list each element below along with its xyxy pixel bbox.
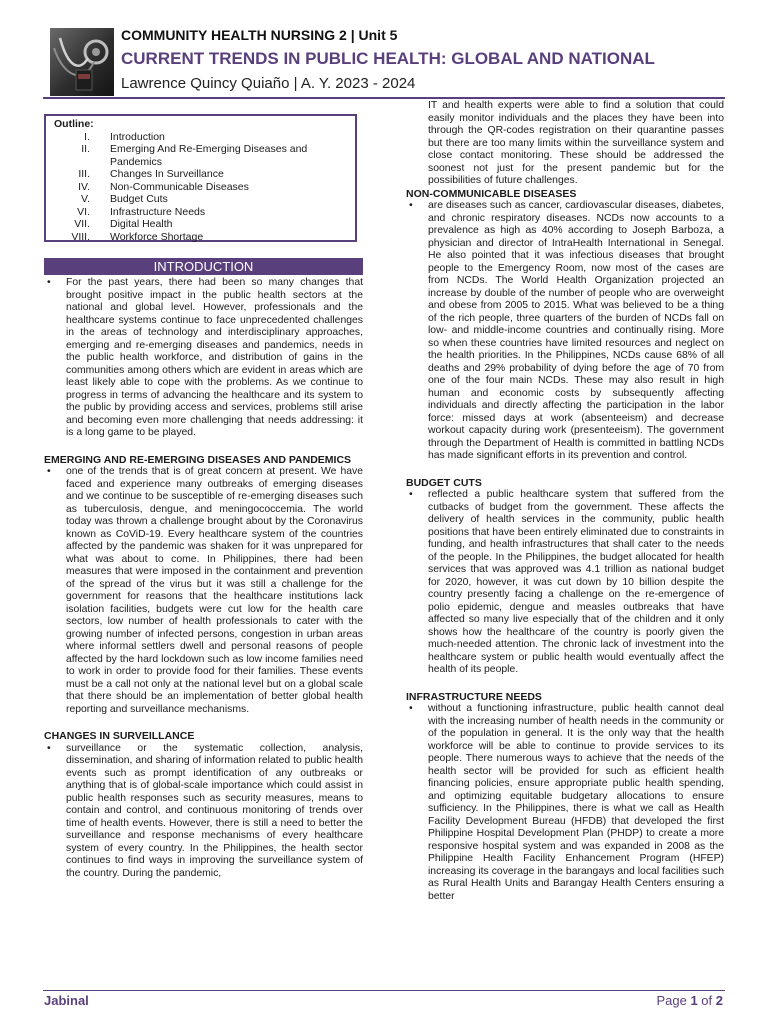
introduction-paragraph: • For the past years, there had been so many changes that brought positive impact in the public health sectors at the national and global level. However, professionals and the healthcare systems continue to face unprecedented challenges in the areas of technology and interdisciplinary approaches, emerging and re-emerging diseases and pandemics, needs in the public health workforce, and distribution of gains in the communities among others which are evident in areas which are least likely able to cope with the problems. As we continue to progress in terms of advancing the healthcare and its system to the public by providing access and services, problems still arise and becoming even more challenging that needs addressing: it is a long game to be played. xyxy=(44,277,363,440)
right-column xyxy=(406,100,724,903)
outline-item xyxy=(54,168,347,181)
outline-item-number: II. xyxy=(81,143,90,155)
course-logo-image xyxy=(50,28,114,96)
budget-heading: BUDGET CUTS xyxy=(406,476,482,489)
left-column xyxy=(44,258,363,880)
author-line: Lawrence Quincy Quiaño | A. Y. 2023 - 2024 xyxy=(121,75,416,92)
outline-box xyxy=(44,114,357,242)
outline-item xyxy=(54,143,347,168)
outline-item-text: Infrastructure Needs xyxy=(110,205,206,218)
outline-item-text: Digital Health xyxy=(110,218,173,230)
outline-item-text: Budget Cuts xyxy=(110,193,168,205)
outline-item xyxy=(54,206,347,219)
of-word: of xyxy=(701,993,713,1008)
outline-item-text: Introduction xyxy=(110,130,165,143)
outline-item xyxy=(54,131,347,144)
page-indicator xyxy=(656,993,723,1008)
outline-item xyxy=(54,218,347,231)
outline-item-number: IV. xyxy=(78,180,90,193)
outline-title: Outline: xyxy=(54,118,94,130)
outline-item xyxy=(54,181,347,194)
ncd-heading: NON-COMMUNICABLE DISEASES xyxy=(406,187,577,200)
outline-item-number: I. xyxy=(84,130,90,143)
outline-item-number: VII. xyxy=(74,218,90,230)
course-title: COMMUNITY HEALTH NURSING 2 | Unit 5 xyxy=(121,27,398,43)
footer-author: Jabinal xyxy=(44,993,89,1008)
surveillance-heading: CHANGES IN SURVEILLANCE xyxy=(44,730,195,742)
outline-item-text: Emerging And Re-Emerging Diseases and Pandemics xyxy=(110,143,308,168)
budget-paragraph: • reflected a public healthcare system that suffered from the cutbacks of budget from the government. These affects the delivery of health services in the community, public health positions that have been entirely eliminated due to constraints in funding, and health infrastructures that shall cater to the needs of the people. In the Philippines, the budget allocated for health services that was approved was 4.1 trillion as national budget for 2020, however, it was cut down by 10 billion despite the country presently facing a challenge on the re-emergence of polio epidemic, dengue and measles outbreaks that have affected so many live especially that of the children and it only shows how the healthcare of the country is poorly given the much-needed attention. The chronic lack of investment into the healthcare system or public health would eventually affect the health of its people. xyxy=(406,489,724,677)
outline-item-text: Changes In Surveillance xyxy=(110,168,224,180)
ncd-paragraph: • are diseases such as cancer, cardiovascular diseases, diabetes, and chronic respiratory diseases. NCDs now accounts to a prevalence as high as 40% according to Joseph Barboza, a physician and director of IntraHealth International in Senegal. He also pointed that it was infectious diseases that brought people to the Emergency Room, now most of the cases are from NCDs. The World Health Organization projected an increase by double of the number of people who are overweight and obese from 2005 to 2015. What was believed to be a thing of the rich people, three quarters of the burden of NCDs fall on low- and middle-income countries and continually rising. More so when these countries have limited resources and neglect on the health priorities. In the Philippines, NCDs cause 68% of all deaths and 29% probability of dying before the age of 70 from one of the four main NCDs. These may also result in high human and economic costs by subsequently affecting individuals and directly affecting the participation in the labor force: missed days at work (absenteeism) and decrease workout capacity during work (presenteeism). The government through the Department of Health is committed in battling NCDs has made significant efforts in its prevention and control. xyxy=(406,200,724,463)
emerging-paragraph: • one of the trends that is of great concern at present. We have faced and experience many outbreaks of emerging diseases and we continue to be susceptible of re-emerging diseases such as tuberculosis, dengue, and meningococcemia. The world today was thrown a challenge brought about by the Coronavirus known as CoViD-19. Every healthcare system of the countries affected by the pandemic was shaken for it was unprepared for what was about to come. In Philippines, there had been measures that were imposed in the containment and prevention of the spread of the virus but it was still a challenge for the government for reasons that the healthcare institutions lack isolation facilities, budgets were cut low for the health care sectors, low number of health professionals to cater with the growing number of infected persons, congestion in urban areas where informal settlers dwell and personal reasons of people affected by the hard lockdown such as low income families need to work in order to provide food for their families. These events must be a call not only at the national level but on a global scale that there should be an implementation of better global health reporting and surveillance mechanisms. xyxy=(44,466,363,716)
header-divider xyxy=(43,97,725,99)
outline-item-number: V. xyxy=(81,193,90,205)
infrastructure-heading: INFRASTRUCTURE NEEDS xyxy=(406,690,542,703)
outline-item-number: VI. xyxy=(77,205,90,218)
outline-item-text: Workforce Shortage xyxy=(110,230,204,243)
outline-item-number: VIII. xyxy=(71,230,90,243)
page-word: Page xyxy=(656,993,687,1008)
surveillance-paragraph: • surveillance or the systematic collection, analysis, dissemination, and sharing of information related to public health events such as prompt identification of any outbreaks or anything that is of global-scale importance which could assist in public health responses such as security measures, means to contain and control, and continuous monitoring of trends over time of health events. However, there is still a need to better the surveillance and response mechanisms of every healthcare system of every country. In the Philippines, the health sector continues to find ways in improving the surveillance system of the country. During the pandemic, xyxy=(44,743,363,881)
infrastructure-paragraph: • without a functioning infrastructure, public health cannot deal with the increasing number of health needs in the community or of the population in general. It is the only way that the health workforce will be able to continue to provide services to its people. There numerous ways to achieve that the needs of the health sector will be provided for such as efficient health financing policies, ensure appropriate public health spending, and optimizing equitable budgetary allocations to ensure sufficiency. In the Philippines, there is what we call as Health Facility Development Bureau (HFDB) that developed the first Philippine Hospital Development Plan (PHDP) to create a more responsive hospital system and was expanded in 2008 as the Philippine Health Facility Enhancement Program (HFEP) increasing its coverage in the barangays and local facilities such as Rural Health Units and Barangay Health Centers ensuring a better xyxy=(406,703,724,903)
outline-item xyxy=(54,231,347,244)
outline-item-number: III. xyxy=(78,168,90,180)
document-title: CURRENT TRENDS IN PUBLIC HEALTH: GLOBAL AND NATIONAL xyxy=(121,49,655,68)
outline-item-text: Non-Communicable Diseases xyxy=(110,180,249,193)
footer-divider xyxy=(43,990,725,991)
outline-item xyxy=(54,193,347,206)
page-number: 1 xyxy=(690,993,698,1008)
page-total: 2 xyxy=(715,993,723,1008)
surveillance-continuation: IT and health experts were able to find a solution that could easily monitor individuals and the places they have been into through the QR-codes registration on their quarantine passes but there are too many limits within the surveillance system and close contact monitoring. These should be addressed the soonest not just for the present pandemic but for the possibilities of future challenges. xyxy=(428,100,724,186)
emerging-heading: EMERGING AND RE-EMERGING DISEASES AND PANDEMICS xyxy=(44,453,352,466)
introduction-heading: INTRODUCTION xyxy=(44,258,363,275)
